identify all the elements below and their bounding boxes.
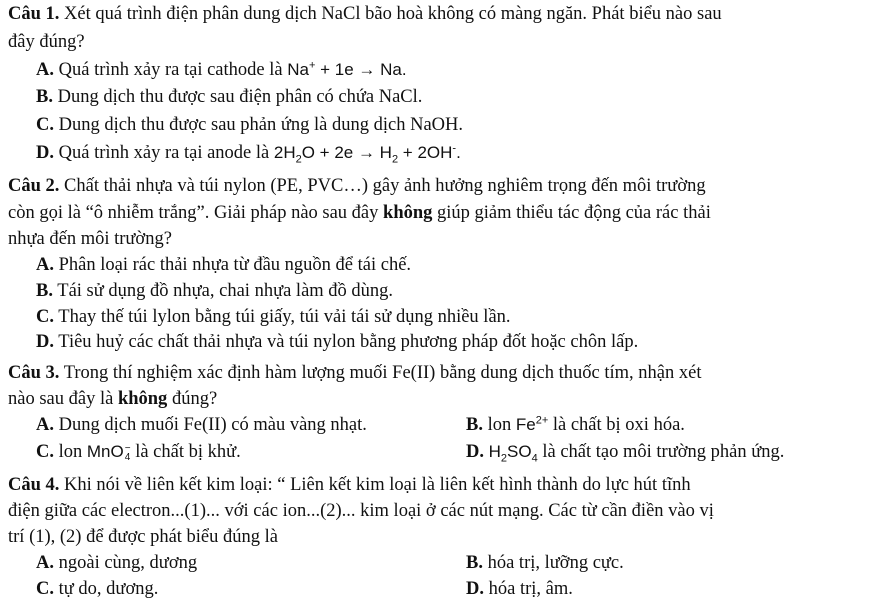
q4-stem-line-3	[8, 526, 278, 548]
q1-stem-2: đây đúng?	[8, 32, 85, 52]
q1-d-end: .	[456, 143, 461, 162]
q3-option-b-charge: 2+	[535, 414, 549, 427]
q3-label: Câu 3.	[8, 363, 60, 383]
q2-option-d-text: Tiêu huỷ các chất thải nhựa và túi nylon bằng phương pháp đốt hoặc chôn lấp.	[58, 332, 639, 352]
q2-stem-line-3	[8, 228, 172, 250]
q4-label: Câu 4.	[8, 475, 60, 495]
q2-stem-2a: còn gọi là “ô nhiễm trắng”. Giải pháp nào sau đây	[8, 203, 384, 223]
q1-option-c-letter: C.	[36, 115, 54, 135]
q1-stem-line-2	[8, 31, 85, 53]
q1-option-d-letter: D.	[36, 143, 54, 163]
q1-d-sup: -	[452, 142, 457, 155]
q4-option-c[interactable]	[36, 578, 158, 600]
q1-option-b[interactable]	[36, 86, 422, 108]
q2-option-d-letter: D.	[36, 332, 54, 352]
q3-option-a[interactable]	[36, 414, 367, 436]
q3-stem-line-2	[8, 388, 217, 410]
q4-option-a-text: ngoài cùng, dương	[58, 553, 198, 573]
q1-option-a-equation: + 1e → Na.	[315, 60, 407, 79]
q4-stem-2: điện giữa các electron...(1)... với các ion...(2)... kim loại ở các nút mạng. Các từ cần điền vào vị	[8, 501, 714, 521]
q1-d-sub-2: 2	[391, 153, 399, 166]
q2-option-c-text: Thay thế túi lylon bằng túi giấy, túi vải tái sử dụng nhiều lần.	[58, 307, 511, 327]
q1-d-formula-2: O + 2e → H	[301, 143, 392, 162]
q3-stem-2c: đúng?	[167, 389, 218, 409]
q4-option-b[interactable]	[466, 552, 624, 574]
q2-stem-line-2	[8, 202, 711, 224]
q1-option-b-letter: B.	[36, 87, 53, 107]
q3-option-d-post: là chất tạo môi trường phản ứng.	[537, 442, 785, 462]
q1-option-a-charge: +	[308, 59, 316, 72]
q3-option-b-ion: Fe	[515, 415, 536, 434]
q4-stem-1: Khi nói về liên kết kim loại: “ Liên kết kim loại là liên kết hình thành do lực hút tĩnh	[64, 475, 691, 495]
q3-d-sub-2: 4	[531, 452, 538, 465]
q1-d-formula-3: + 2OH	[398, 143, 453, 162]
q4-option-c-text: tự do, dương.	[58, 579, 159, 599]
q3-option-c-charge: −	[124, 442, 131, 454]
q1-d-sub-1: 2	[295, 153, 302, 166]
q4-option-a-letter: A.	[36, 553, 54, 573]
q2-option-a-letter: A.	[36, 255, 54, 275]
q1-option-a-text: Quá trình xảy ra tại cathode là	[58, 60, 288, 80]
q1-option-c-text: Dung dịch thu được sau phản ứng là dung dịch NaOH.	[58, 115, 464, 135]
q2-option-c[interactable]	[36, 306, 511, 328]
q1-option-a-letter: A.	[36, 60, 54, 80]
q1-option-d-text: Quá trình xảy ra tại anode là	[58, 143, 274, 163]
q3-option-b[interactable]	[466, 414, 685, 436]
q1-option-a[interactable]	[36, 59, 407, 81]
q2-stem-emphasis: không	[383, 203, 433, 223]
q2-stem-3: nhựa đến môi trường?	[8, 229, 172, 249]
q2-option-d[interactable]	[36, 331, 638, 353]
q3-option-a-letter: A.	[36, 415, 54, 435]
q2-stem-2c: giúp giảm thiểu tác động của rác thải	[432, 203, 711, 223]
q3-stem-line-1	[8, 362, 701, 384]
q3-d-sub-1: 2	[500, 452, 508, 465]
q3-option-c[interactable]	[36, 441, 241, 463]
q4-option-d-letter: D.	[466, 579, 484, 599]
q1-option-d[interactable]	[36, 142, 461, 164]
q1-option-c[interactable]	[36, 114, 463, 136]
q2-option-b[interactable]	[36, 280, 393, 302]
q4-option-d[interactable]	[466, 578, 573, 600]
q3-option-c-ion: MnO	[86, 442, 124, 461]
q4-stem-line-1	[8, 474, 691, 496]
q3-option-c-letter: C.	[36, 442, 54, 462]
q2-stem-1: Chất thải nhựa và túi nylon (PE, PVC…) gây ảnh hưởng nghiêm trọng đến môi trường	[64, 176, 706, 196]
q2-option-b-text: Tái sử dụng đồ nhựa, chai nhựa làm đồ dùng.	[57, 281, 394, 301]
q2-option-a-text: Phân loại rác thải nhựa từ đầu nguồn để tái chế.	[58, 255, 412, 275]
q4-option-b-letter: B.	[466, 553, 483, 573]
q4-option-d-text: hóa trị, âm.	[488, 579, 573, 599]
q1-label: Câu 1.	[8, 4, 60, 24]
q3-option-c-sub: 4	[124, 451, 131, 463]
q1-d-formula-1: 2H	[273, 143, 296, 162]
q3-stem-emphasis: không	[117, 389, 168, 409]
q2-label: Câu 2.	[8, 176, 60, 196]
q3-option-b-pre: lon	[487, 415, 516, 435]
q1-option-b-text: Dung dịch thu được sau điện phân có chứa NaCl.	[57, 87, 423, 107]
q3-option-b-post: là chất bị oxi hóa.	[548, 415, 685, 435]
q3-option-d-letter: D.	[466, 442, 484, 462]
q3-stem-2a: nào sau đây là	[8, 389, 118, 409]
q3-d-formula-2: SO	[507, 442, 532, 461]
q3-option-d[interactable]	[466, 441, 784, 463]
q3-d-formula-1: H	[488, 442, 501, 461]
q3-option-b-letter: B.	[466, 415, 483, 435]
q1-stem-1: Xét quá trình điện phân dung dịch NaCl bão hoà không có màng ngăn. Phát biểu nào sau	[64, 4, 722, 24]
q4-option-b-text: hóa trị, lưỡng cực.	[487, 553, 624, 573]
q4-stem-3: trí (1), (2) để được phát biểu đúng là	[8, 527, 278, 547]
q3-option-c-post: là chất bị khử.	[130, 442, 241, 462]
q2-option-a[interactable]	[36, 254, 411, 276]
q2-option-b-letter: B.	[36, 281, 53, 301]
q4-stem-line-2	[8, 500, 714, 522]
q3-option-c-pre: lon	[58, 442, 87, 462]
q2-stem-line-1	[8, 175, 706, 197]
q3-stem-1: Trong thí nghiệm xác định hàm lượng muối Fe(II) bằng dung dịch thuốc tím, nhận xét	[63, 363, 702, 383]
q1-stem-line-1	[8, 3, 722, 25]
q2-option-c-letter: C.	[36, 307, 54, 327]
q1-option-a-ion: Na	[287, 60, 309, 79]
q3-option-a-text: Dung dịch muối Fe(II) có màu vàng nhạt.	[58, 415, 367, 435]
q4-option-a[interactable]	[36, 552, 197, 574]
q4-option-c-letter: C.	[36, 579, 54, 599]
